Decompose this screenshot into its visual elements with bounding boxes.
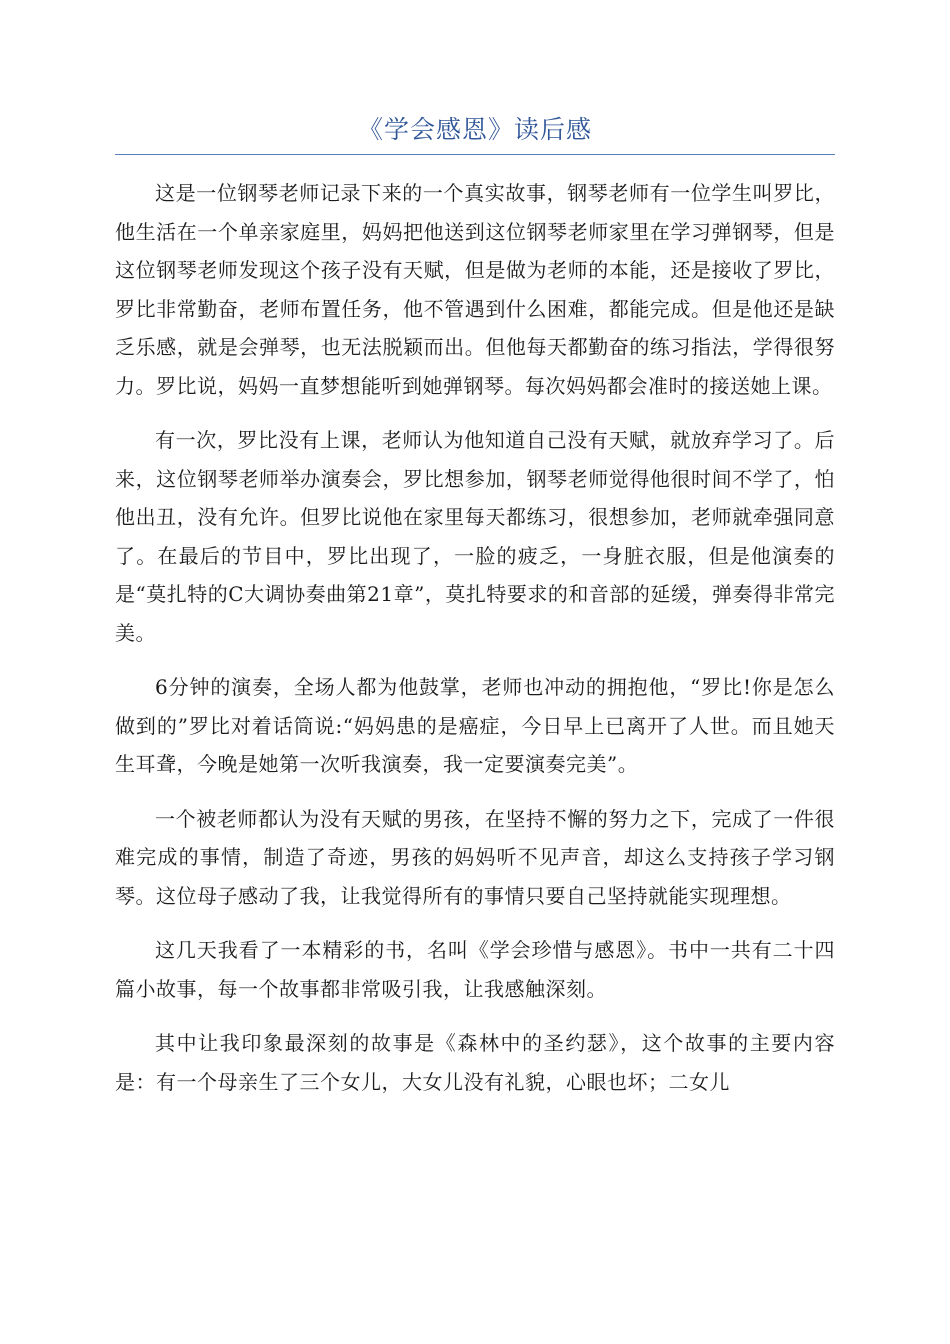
title-underline	[115, 154, 835, 155]
paragraph: 这是一位钢琴老师记录下来的一个真实故事，钢琴老师有一位学生叫罗比，他生活在一个单亲家庭里，妈妈把他送到这位钢琴老师家里在学习弹钢琴，但是这位钢琴老师发现这个孩子没有天赋，但是做为老师的本能，还是接收了罗比，罗比非常勤奋，老师布置任务，他不管遇到什么困难，都能完成。但是他还是缺乏乐感，就是会弹琴，也无法脱颖而出。但他每天都勤奋的练习指法，学得很努力。罗比说，妈妈一直梦想能听到她弹钢琴。每次妈妈都会准时的接送她上课。	[115, 181, 835, 398]
paragraph: 一个被老师都认为没有天赋的男孩，在坚持不懈的努力之下，完成了一件很难完成的事情，制造了奇迹，男孩的妈妈听不见声音，却这么支持孩子学习钢琴。这位母子感动了我，让我觉得所有的事情只要自己坚持就能实现理想。	[115, 806, 835, 908]
document-body	[115, 174, 835, 1117]
paragraph: 6分钟的演奏，全场人都为他鼓掌，老师也冲动的拥抱他，“罗比!你是怎么做到的”罗比对着话筒说:“妈妈患的是癌症，今日早上已离开了人世。而且她天生耳聋，今晚是她第一次听我演奏，我一定要演奏完美”。	[115, 675, 835, 776]
paragraph: 有一次，罗比没有上课，老师认为他知道自己没有天赋，就放弃学习了。后来，这位钢琴老师举办演奏会，罗比想参加，钢琴老师觉得他很时间不学了，怕他出丑，没有允许。但罗比说他在家里每天都练习，很想参加，老师就牵强同意了。在最后的节目中，罗比出现了，一脸的疲乏，一身脏衣服，但是他演奏的是“莫扎特的C大调协奏曲第21章”，莫扎特要求的和音部的延缓，弹奏得非常完美。	[115, 428, 835, 645]
paragraph: 这几天我看了一本精彩的书，名叫《学会珍惜与感恩》。书中一共有二十四篇小故事，每一个故事都非常吸引我，让我感触深刻。	[115, 938, 835, 1001]
document-title: 《学会感恩》读后感	[357, 115, 592, 144]
paragraph: 其中让我印象最深刻的故事是《森林中的圣约瑟》，这个故事的主要内容是：有一个母亲生了三个女儿，大女儿没有礼貌，心眼也坏；二女儿	[115, 1031, 835, 1094]
